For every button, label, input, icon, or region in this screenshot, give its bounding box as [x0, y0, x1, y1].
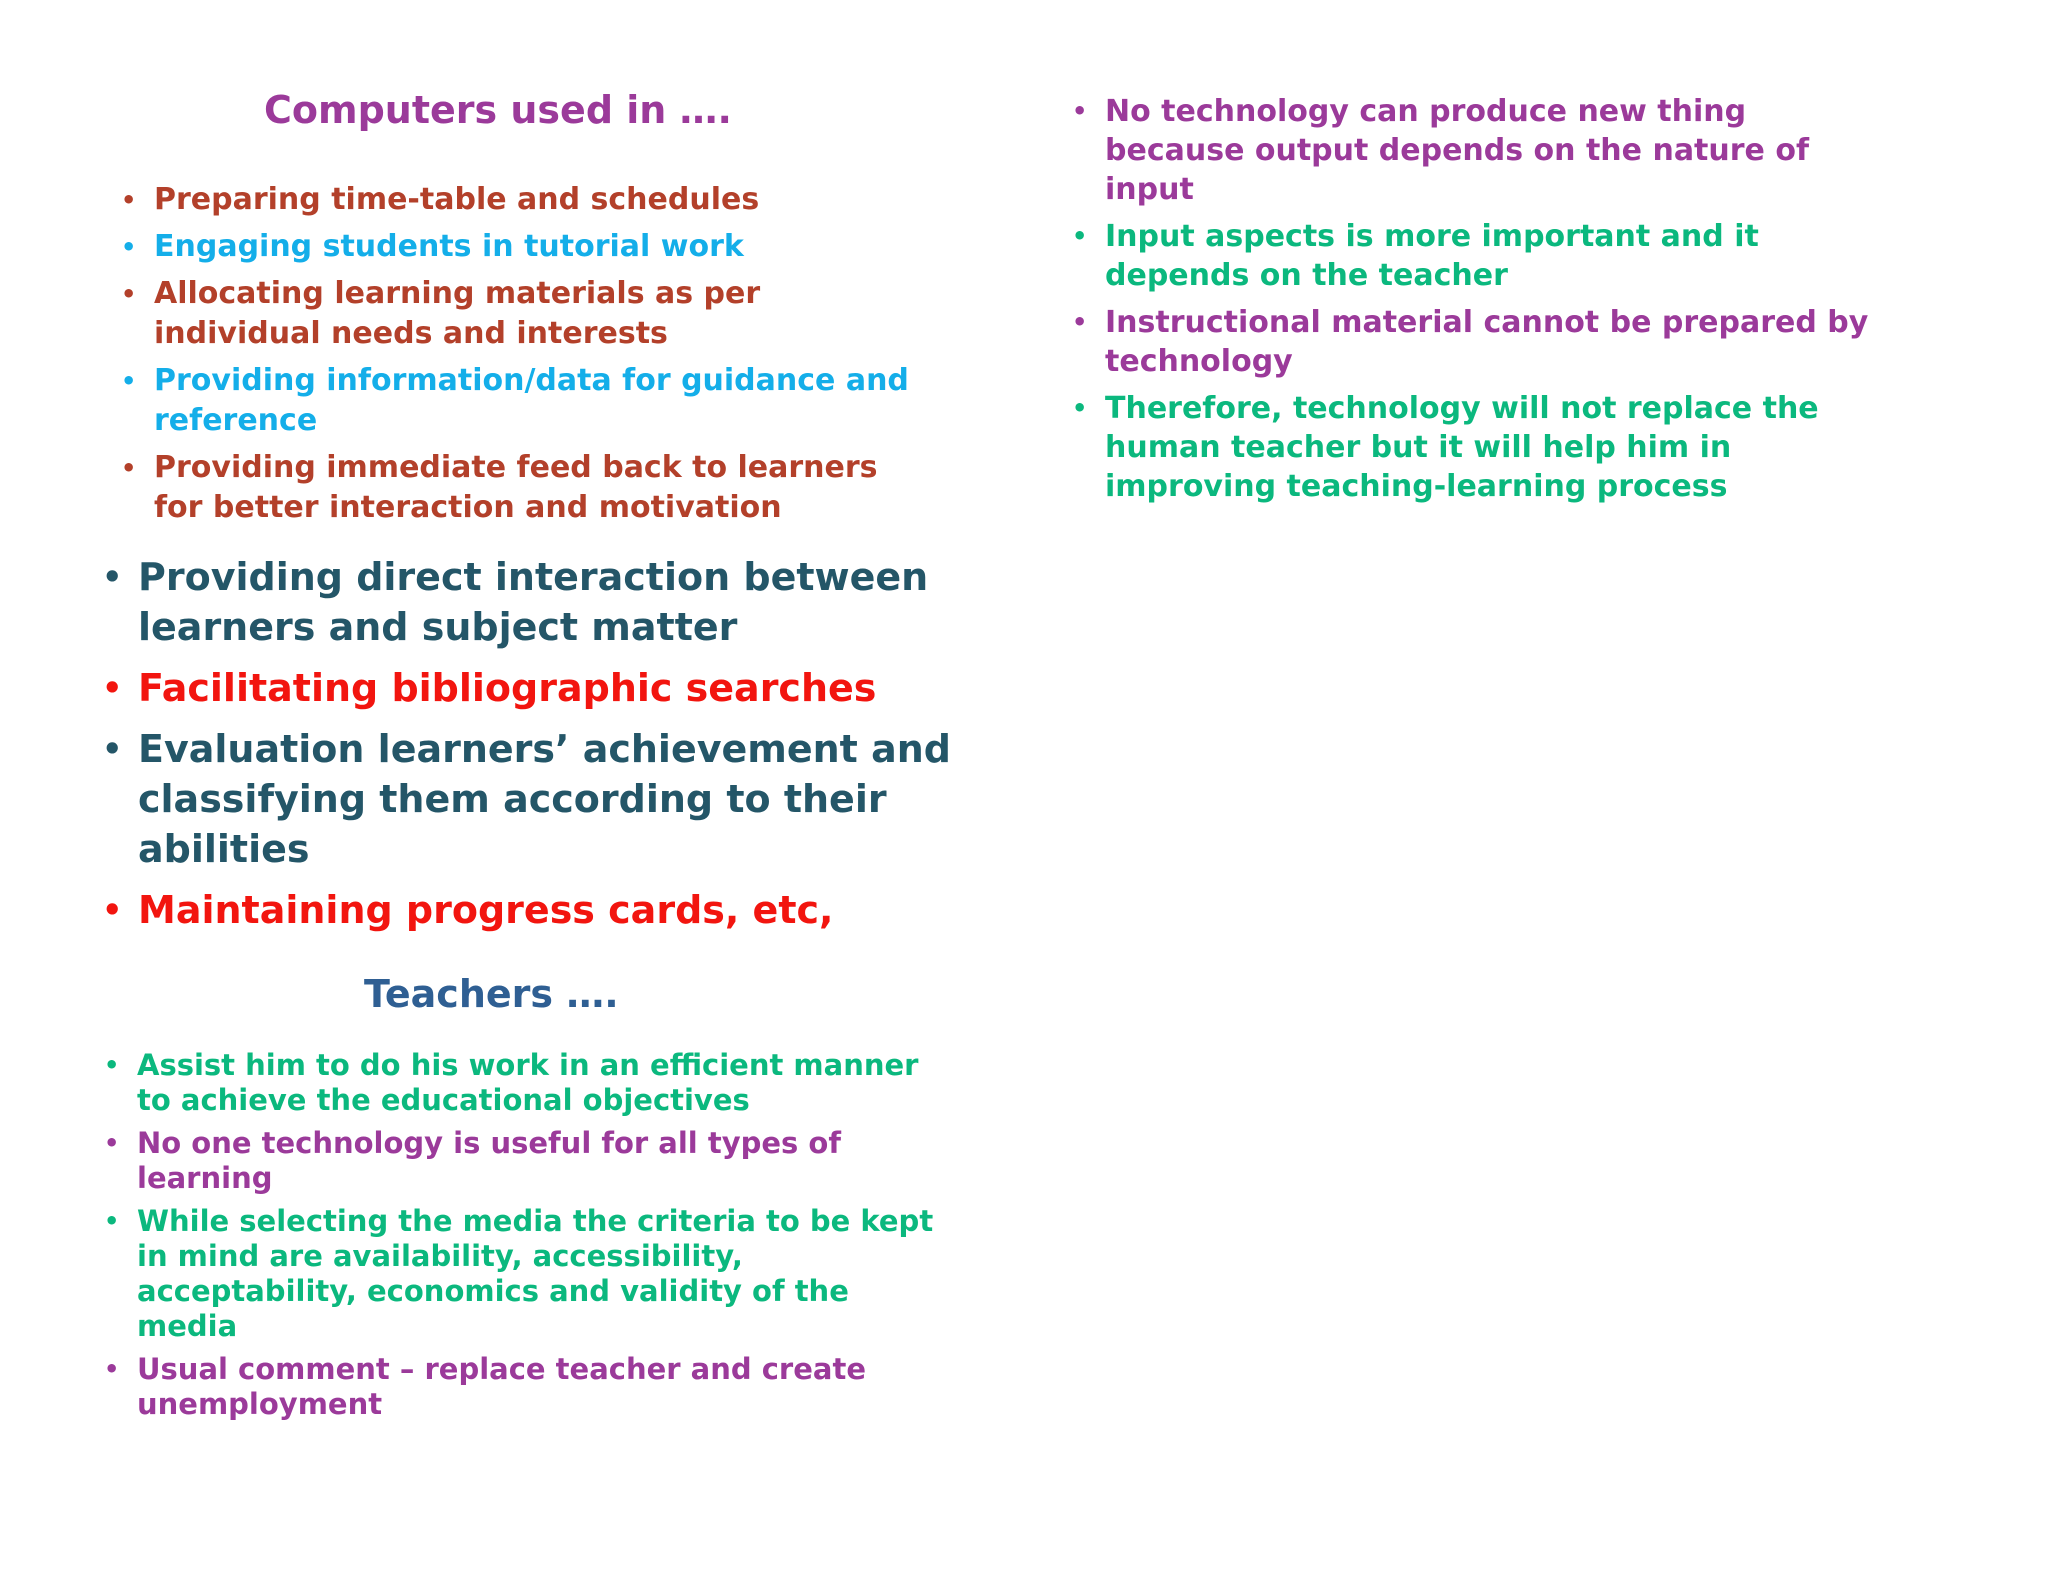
list-item	[1072, 92, 1872, 209]
list-item	[1072, 389, 1872, 506]
computers-list	[121, 180, 921, 535]
list-item-text: Evaluation learners’ achievement and classifying them according to their abilities	[138, 727, 951, 871]
list-item	[1072, 217, 1872, 295]
list-item	[102, 663, 982, 713]
big-items-list	[102, 552, 982, 946]
bullet-icon: •	[102, 891, 123, 929]
list-item	[102, 724, 982, 874]
teachers-list	[104, 1048, 944, 1430]
bullet-icon: •	[104, 1051, 120, 1079]
bullet-icon: •	[1072, 394, 1088, 422]
list-item-text: Therefore, technology will not replace the human teacher but it will help him in improving teaching-learning process	[1105, 391, 1819, 504]
list-item-text: Assist him to do his work in an efficient manner to achieve the educational objectives	[137, 1048, 919, 1117]
list-item-text: Providing direct interaction between learners and subject matter	[138, 555, 929, 649]
list-item	[121, 448, 921, 528]
list-item	[104, 1352, 944, 1422]
list-item-text: While selecting the media the criteria to be kept in mind are availability, accessibility, acceptability, economics and validity of the media	[137, 1204, 934, 1343]
list-item	[102, 885, 982, 935]
bullet-icon: •	[1072, 97, 1088, 125]
list-item	[102, 552, 982, 652]
list-item-text: Maintaining progress cards, etc,	[138, 888, 834, 932]
list-item	[104, 1204, 944, 1344]
list-item-text: No technology can produce new thing because output depends on the nature of input	[1105, 94, 1810, 207]
list-item-text: Engaging students in tutorial work	[154, 229, 744, 264]
bullet-icon: •	[102, 558, 123, 596]
list-item-text: Facilitating bibliographic searches	[138, 666, 877, 710]
bullet-icon: •	[104, 1355, 120, 1383]
list-item-text: Usual comment – replace teacher and create unemployment	[137, 1352, 867, 1421]
bullet-icon: •	[104, 1129, 120, 1157]
list-item	[121, 180, 921, 220]
list-item-text: No one technology is useful for all types of learning	[137, 1126, 841, 1195]
bullet-icon: •	[102, 669, 123, 707]
bullet-icon: •	[121, 280, 137, 308]
list-item	[104, 1048, 944, 1118]
list-item	[121, 361, 921, 441]
list-item-text: Instructional material cannot be prepared by technology	[1105, 305, 1869, 379]
bullet-icon: •	[104, 1207, 120, 1235]
list-item	[1072, 303, 1872, 381]
bullet-icon: •	[121, 454, 137, 482]
list-item-text: Providing immediate feed back to learners for better interaction and motivation	[154, 450, 878, 525]
list-item	[121, 227, 921, 267]
list-item-text: Allocating learning materials as per individual needs and interests	[154, 276, 761, 351]
list-item-text: Preparing time-table and schedules	[154, 182, 760, 217]
bullet-icon: •	[1072, 222, 1088, 250]
list-item-text: Providing information/data for guidance and reference	[154, 363, 909, 438]
right-column-list	[1072, 92, 1872, 514]
teachers-section-title: Teachers ….	[364, 972, 619, 1016]
bullet-icon: •	[121, 186, 137, 214]
bullet-icon: •	[121, 233, 137, 261]
list-item	[121, 274, 921, 354]
list-item	[104, 1126, 944, 1196]
list-item-text: Input aspects is more important and it depends on the teacher	[1105, 219, 1759, 293]
bullet-icon: •	[102, 730, 123, 768]
bullet-icon: •	[1072, 308, 1088, 336]
computers-section-title: Computers used in ….	[264, 88, 732, 132]
bullet-icon: •	[121, 367, 137, 395]
